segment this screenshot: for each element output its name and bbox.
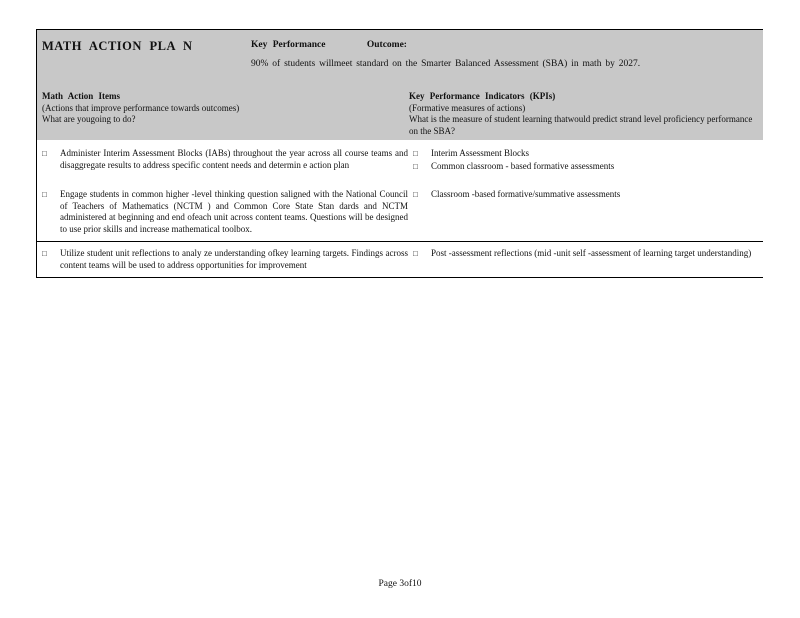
table-row <box>37 242 763 278</box>
kpi-column-question: What is the measure of student learning thatwould predict strand level proficiency performance on the SBA? <box>409 114 753 136</box>
kpo-outcome-label: Outcome: <box>366 40 407 50</box>
list-item <box>42 189 408 235</box>
plan-title: MATH ACTION PLA N <box>42 39 193 53</box>
kpo-label <box>251 40 407 50</box>
action-plan-table <box>36 29 763 278</box>
kpi-item-text: Classroom -based formative/summative assessments <box>431 189 621 199</box>
action-item-text: Engage students in common higher -level thinking question saligned with the National Council of Teachers of Mathematics (NCTM ) and Common Core State Stan dards and NCTM administered at beginning and end ofeach unit across content teams. Questions will be designed to use prior skills and increase mathematical toolbox. <box>60 189 408 234</box>
kpi-cell <box>408 248 757 277</box>
list-item <box>42 248 408 271</box>
checkbox-bullet-icon: □ <box>413 161 418 171</box>
checkbox-bullet-icon: □ <box>42 190 47 199</box>
kpi-item-text: Post -assessment reflections (mid -unit self -assessment of learning target understanding) <box>431 248 752 258</box>
checkbox-bullet-icon: □ <box>42 149 47 158</box>
checkbox-bullet-icon: □ <box>42 249 47 258</box>
table-row <box>37 140 763 242</box>
checkbox-bullet-icon: □ <box>413 249 418 258</box>
kpi-column-title: Key Performance Indicators (KPIs) <box>409 91 556 101</box>
checkbox-bullet-icon: □ <box>413 190 418 199</box>
action-item-text: Utilize student unit reflections to analy ze understanding ofkey learning targets. Findings across content teams will be used to address opportunities for improvement <box>60 248 408 270</box>
kpi-item-text: Common classroom - based formative assessments <box>431 160 615 171</box>
actions-cell <box>37 248 408 277</box>
actions-column-question: What are yougoing to do? <box>42 114 136 124</box>
list-item <box>42 148 408 171</box>
kpi-column-subtitle: (Formative measures of actions) <box>409 102 526 113</box>
actions-column-title: Math Action Items <box>42 91 120 101</box>
actions-column-subtitle: (Actions that improve performance towards outcomes) <box>42 102 240 113</box>
list-item <box>413 189 757 201</box>
actions-cell <box>37 148 408 241</box>
list-item <box>413 148 757 160</box>
kpi-item-text: Interim Assessment Blocks <box>431 148 529 158</box>
kpo-label-text: Key Performance <box>251 40 326 50</box>
list-item <box>413 248 757 260</box>
checkbox-bullet-icon: □ <box>413 149 418 158</box>
kpo-statement: 90% of students willmeet standard on the Smarter Balanced Assessment (SBA) in math by 2027. <box>251 59 641 69</box>
action-item-text: Administer Interim Assessment Blocks (IABs) throughout the year across all course teams and disaggregate results to address specific content needs and determin e action plan <box>60 148 408 170</box>
actions-column-header <box>42 91 392 126</box>
kpi-column-header <box>409 91 754 137</box>
page-number: Page 3of10 <box>378 579 422 589</box>
kpi-cell <box>408 148 757 241</box>
list-item <box>413 161 757 173</box>
plan-header <box>37 30 763 140</box>
